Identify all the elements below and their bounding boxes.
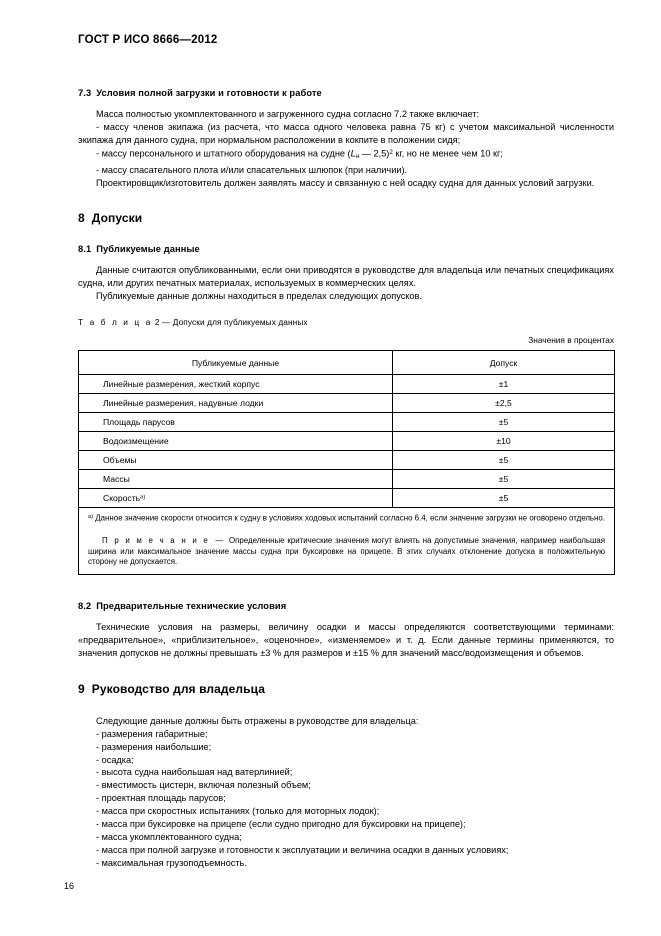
list-item-7-3-crew: - массу членов экипажа (из расчета, что масса одного человека равна 75 кг) с учетом максимальной численности экипажа для данного судна, при нормальном расположении в кокпите в положении сидя; [78, 121, 614, 145]
paragraph-8-1-a: Данные считаются опубликованными, если они приводятся в руководстве для владельца или печатных спецификациях судна, или других печатных материалах, используемых в коммерческих целях. [78, 265, 614, 289]
paragraph-8-2: Технические условия на размеры, величину осадки и массы определяются соответствующими терминами: «предварительное», «приблизительное», «оценочное», «изменяемое» и т. д. Если данные термины применяются, то значения допусков не должны превышать ±3 % для размеров и ±15 % для значений масс/водоизмещения и объемов. [78, 622, 614, 658]
cell-tolerance: ±2,5 [393, 394, 615, 413]
cell-parameter: Массы [79, 470, 393, 489]
cell-tolerance: ±5 [393, 451, 615, 470]
list-item: - высота судна наибольшая над ватерлинией; [96, 767, 293, 778]
note-text: Определенные критические значения могут влиять на допустимые значения, например наибольшая ширина или максимальное значение массы судна при буксировке на прицепе. В этих случаях отклонение допуска в положительную сторону не допускается. [88, 536, 605, 567]
table-row [79, 394, 615, 413]
list-item: - размерения габаритные; [96, 728, 208, 739]
heading-7-3-title: Условия полной загрузки и готовности к работе [96, 88, 322, 98]
paragraph-7-3-intro: Масса полностью укомплектованного и загруженного судна согласно 7.2 также включает: [96, 109, 480, 119]
heading-8-2-title: Предварительные технические условия [96, 601, 287, 612]
table-row [79, 432, 615, 451]
table-footnote-row [79, 508, 615, 575]
table-row [79, 489, 615, 508]
list-item-7-3-equipment: - массу персонального и штатного оборудования на судне ($L_н$ — 2,5)$^2$ кг, но не менее чем 10 кг; [96, 148, 503, 160]
heading-9-title: Руководство для владельца [91, 681, 265, 696]
list-item: - масса укомплектованного судна; [96, 831, 242, 842]
cell-tolerance: ±5 [393, 413, 615, 432]
list-item: - осадка; [96, 754, 134, 765]
heading-8-title: Допуски [91, 211, 143, 226]
cell-parameter: Линейные размерения, жесткий корпус [79, 375, 393, 394]
list-item: - размерения наибольшие; [96, 741, 212, 752]
table-footnote-cell [79, 508, 615, 575]
cell-tolerance: ±10 [393, 432, 615, 451]
note-label: П р и м е ч а н и е [102, 536, 210, 546]
heading-8-1-title: Публикуемые данные [96, 244, 200, 255]
table-row [79, 413, 615, 432]
list-item: - проектная площадь парусов; [96, 793, 226, 804]
list-item: - максимальная грузоподъемность. [96, 857, 247, 868]
table-2-caption-title: Допуски для публикуемых данных [172, 317, 308, 328]
page-body [78, 88, 614, 870]
heading-9-number: 9 [78, 681, 85, 696]
running-header: ГОСТ Р ИСО 8666—2012 [78, 34, 218, 46]
cell-parameter-text: Скорость [103, 493, 141, 504]
table-row [79, 375, 615, 394]
table-row [79, 470, 615, 489]
note-dash: — [215, 536, 224, 546]
table-note [88, 536, 605, 568]
heading-8 [78, 211, 614, 225]
heading-7-3 [78, 88, 614, 98]
table-header-row [79, 351, 615, 375]
footnote-mark: а) [88, 514, 94, 521]
table-footnote [88, 512, 605, 524]
column-header-parameter: Публикуемые данные [79, 351, 393, 375]
heading-8-1-number: 8.1 [78, 244, 92, 255]
table-2-units-note: Значения в процентах [528, 335, 614, 346]
heading-7-3-number: 7.3 [78, 88, 92, 98]
table-2-caption-number: 2 [154, 317, 160, 328]
table-2-tolerances [78, 350, 615, 575]
heading-8-2-number: 8.2 [78, 601, 92, 612]
list-item-7-3-liferaft: - массу спасательного плота и/или спасательных шлюпок (при наличии). [96, 164, 408, 175]
table-2-caption-label: Т а б л и ц а [78, 317, 153, 328]
table-2-caption [78, 317, 614, 327]
cell-parameter: Объемы [79, 451, 393, 470]
cell-parameter: Площадь парусов [79, 413, 393, 432]
list-section-9 [78, 728, 614, 870]
heading-8-number: 8 [78, 211, 85, 226]
list-item: - масса при буксировке на прицепе (если судно пригодно для буксировки на прицепе); [96, 819, 466, 830]
paragraph-9-intro: Следующие данные должны быть отражены в руководстве для владельца: [96, 715, 419, 726]
list-item: - масса при полной загрузке и готовности к эксплуатации и величина осадки в данных условиях; [96, 844, 509, 855]
heading-8-1 [78, 244, 614, 254]
paragraph-7-3-closing: Проектировщик/изготовитель должен заявлять массу и связанную с ней осадку судна для данных условий загрузки. [96, 177, 595, 188]
cell-tolerance: ±5 [393, 470, 615, 489]
cell-parameter: Линейные размерения, надувные лодки [79, 394, 393, 413]
cell-footnote-mark: а) [140, 494, 146, 501]
column-header-tolerance: Допуск [393, 351, 615, 375]
list-item: - вместимость цистерн, включая полезный объем; [96, 780, 311, 791]
heading-9 [78, 682, 614, 696]
paragraph-8-1-b: Публикуемые данные должны находиться в пределах следующих допусков. [96, 291, 422, 302]
list-item: - масса при скоростных испытаниях (только для моторных лодок); [96, 806, 380, 817]
cell-tolerance: ±5 [393, 489, 615, 508]
table-2-caption-dash: — [161, 317, 171, 328]
footnote-text: Данное значение скорости относится к судну в условиях ходовых испытаний согласно 6.4, если значение загрузки не оговорено отдельно. [95, 513, 605, 523]
cell-parameter: Водоизмещение [79, 432, 393, 451]
cell-tolerance: ±1 [393, 375, 615, 394]
table-row [79, 451, 615, 470]
heading-8-2 [78, 601, 614, 611]
cell-parameter [79, 489, 393, 508]
page-number: 16 [64, 881, 75, 891]
